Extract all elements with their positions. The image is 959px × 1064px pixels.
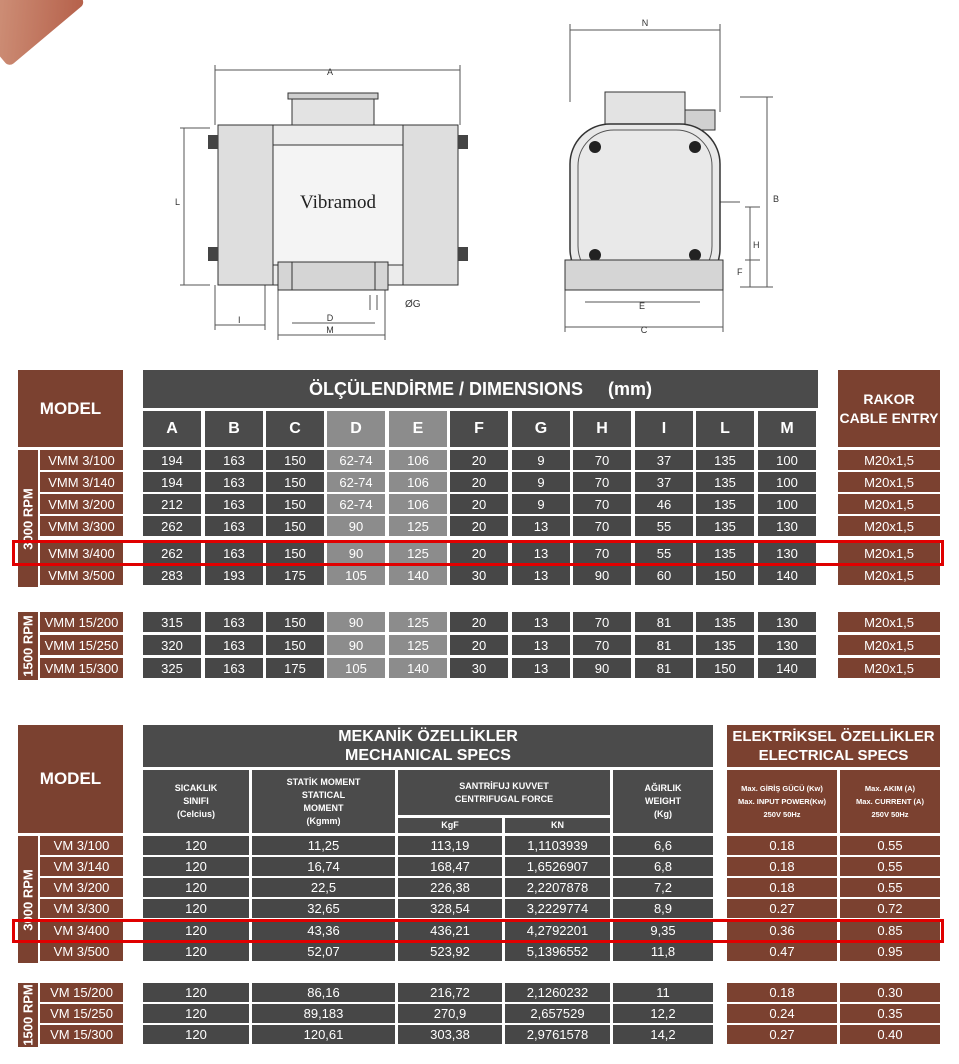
spec-value-cell: 120 bbox=[143, 942, 249, 961]
label-n: N bbox=[641, 18, 649, 28]
dim-value-cell: 106 bbox=[389, 472, 447, 492]
dim-value-cell: 325 bbox=[143, 658, 201, 678]
input-power-header: Max. GİRİŞ GÜCÜ (Kw) Max. INPUT POWER(Kw) 250V 50Hz bbox=[727, 770, 837, 833]
dim-value-cell: 55 bbox=[635, 516, 693, 536]
specs-model-header: MODEL bbox=[18, 725, 123, 833]
dim-value-cell: 125 bbox=[389, 543, 447, 563]
dim-value-cell: 100 bbox=[758, 494, 816, 514]
dim-value-cell: 193 bbox=[205, 565, 263, 585]
dim-value-cell: 150 bbox=[266, 635, 324, 655]
cable-entry-cell: M20x1,5 bbox=[838, 565, 940, 585]
input-power-cell: 0.18 bbox=[727, 878, 837, 897]
dim-value-cell: 135 bbox=[696, 543, 754, 563]
spec-value-cell: 22,5 bbox=[252, 878, 395, 897]
dim-model-cell: VMM 3/200 bbox=[40, 494, 123, 514]
spec-value-cell: 2,657529 bbox=[505, 1004, 610, 1023]
dim-col-header-e: E bbox=[389, 411, 447, 447]
spec-model-cell: VM 3/140 bbox=[40, 857, 123, 876]
dim-value-cell: 20 bbox=[450, 472, 508, 492]
spec-model-cell: VM 3/100 bbox=[40, 836, 123, 855]
input-power-cell: 0.27 bbox=[727, 899, 837, 918]
dim-value-cell: 70 bbox=[573, 635, 631, 655]
dim-value-cell: 13 bbox=[512, 516, 570, 536]
spec-value-cell: 120 bbox=[143, 1004, 249, 1023]
dim-value-cell: 20 bbox=[450, 543, 508, 563]
spec-value-cell: 2,2207878 bbox=[505, 878, 610, 897]
corner-decoration bbox=[0, 0, 86, 67]
max-current-cell: 0.35 bbox=[840, 1004, 940, 1023]
spec-value-cell: 9,35 bbox=[613, 921, 713, 940]
dim-value-cell: 140 bbox=[389, 658, 447, 678]
spec-model-cell: VM 15/250 bbox=[40, 1004, 123, 1023]
dim-value-cell: 163 bbox=[205, 450, 263, 470]
rpm-1500-label: 1500 RPM bbox=[18, 612, 38, 680]
dim-value-cell: 70 bbox=[573, 612, 631, 632]
spec-value-cell: 12,2 bbox=[613, 1004, 713, 1023]
dim-value-cell: 262 bbox=[143, 516, 201, 536]
dim-value-cell: 125 bbox=[389, 516, 447, 536]
label-a: A bbox=[326, 67, 334, 77]
dim-value-cell: 81 bbox=[635, 658, 693, 678]
specs-rpm-1500-label: 1500 RPM bbox=[18, 983, 38, 1047]
dim-value-cell: 70 bbox=[573, 516, 631, 536]
spec-value-cell: 270,9 bbox=[398, 1004, 502, 1023]
kgf-header: KgF bbox=[398, 818, 502, 833]
spec-model-cell: VM 3/300 bbox=[40, 899, 123, 918]
spec-value-cell: 6,6 bbox=[613, 836, 713, 855]
dim-value-cell: 90 bbox=[573, 565, 631, 585]
dim-value-cell: 150 bbox=[696, 658, 754, 678]
temp-class-header: SICAKLIK SINIFI (Celcius) bbox=[143, 770, 249, 833]
label-c: C bbox=[640, 325, 648, 335]
dim-col-header-f: F bbox=[450, 411, 508, 447]
spec-value-cell: 43,36 bbox=[252, 921, 395, 940]
dim-value-cell: 37 bbox=[635, 450, 693, 470]
spec-model-cell: VM 15/300 bbox=[40, 1025, 123, 1044]
spec-value-cell: 5,1396552 bbox=[505, 942, 610, 961]
dim-value-cell: 13 bbox=[512, 612, 570, 632]
front-view-drawing bbox=[170, 55, 470, 345]
model-header: MODEL bbox=[18, 370, 123, 447]
dim-model-cell: VMM 3/500 bbox=[40, 565, 123, 585]
dim-value-cell: 135 bbox=[696, 472, 754, 492]
dim-value-cell: 81 bbox=[635, 635, 693, 655]
dim-value-cell: 37 bbox=[635, 472, 693, 492]
dim-value-cell: 163 bbox=[205, 472, 263, 492]
dim-value-cell: 81 bbox=[635, 612, 693, 632]
dim-value-cell: 194 bbox=[143, 450, 201, 470]
dim-model-cell: VMM 15/200 bbox=[40, 612, 123, 632]
elec-title-tr: ELEKTRİKSEL ÖZELLİKLER bbox=[732, 728, 935, 745]
dim-value-cell: 13 bbox=[512, 635, 570, 655]
spec-value-cell: 86,16 bbox=[252, 983, 395, 1002]
spec-value-cell: 120 bbox=[143, 1025, 249, 1044]
input-power-cell: 0.36 bbox=[727, 921, 837, 940]
dim-value-cell: 62-74 bbox=[327, 472, 385, 492]
dim-value-cell: 140 bbox=[758, 658, 816, 678]
spec-value-cell: 120,61 bbox=[252, 1025, 395, 1044]
spec-value-cell: 11,25 bbox=[252, 836, 395, 855]
dim-value-cell: 13 bbox=[512, 565, 570, 585]
mech-title-en: MECHANICAL SPECS bbox=[345, 747, 511, 764]
label-l: L bbox=[175, 197, 181, 207]
dim-value-cell: 130 bbox=[758, 635, 816, 655]
spec-value-cell: 303,38 bbox=[398, 1025, 502, 1044]
dim-value-cell: 125 bbox=[389, 635, 447, 655]
dim-value-cell: 150 bbox=[266, 450, 324, 470]
dim-value-cell: 320 bbox=[143, 635, 201, 655]
dim-value-cell: 105 bbox=[327, 658, 385, 678]
dim-value-cell: 70 bbox=[573, 472, 631, 492]
spec-value-cell: 2,1260232 bbox=[505, 983, 610, 1002]
label-g: ØG bbox=[405, 299, 421, 310]
dim-col-header-a: A bbox=[143, 411, 201, 447]
dim-value-cell: 163 bbox=[205, 543, 263, 563]
spec-value-cell: 2,9761578 bbox=[505, 1025, 610, 1044]
input-power-cell: 0.24 bbox=[727, 1004, 837, 1023]
spec-value-cell: 6,8 bbox=[613, 857, 713, 876]
dim-value-cell: 135 bbox=[696, 612, 754, 632]
dim-value-cell: 20 bbox=[450, 516, 508, 536]
dim-value-cell: 135 bbox=[696, 635, 754, 655]
weight-header: AĞIRLIK WEIGHT (Kg) bbox=[613, 770, 713, 833]
dim-model-cell: VMM 3/140 bbox=[40, 472, 123, 492]
specs-rpm-3000-label: 3000 RPM bbox=[18, 836, 38, 963]
dim-value-cell: 135 bbox=[696, 450, 754, 470]
dim-value-cell: 130 bbox=[758, 543, 816, 563]
dim-value-cell: 163 bbox=[205, 635, 263, 655]
dim-col-header-g: G bbox=[512, 411, 570, 447]
dim-value-cell: 163 bbox=[205, 494, 263, 514]
spec-value-cell: 11,8 bbox=[613, 942, 713, 961]
dim-value-cell: 106 bbox=[389, 450, 447, 470]
max-current-cell: 0.30 bbox=[840, 983, 940, 1002]
spec-value-cell: 120 bbox=[143, 921, 249, 940]
dim-value-cell: 13 bbox=[512, 658, 570, 678]
cable-entry-header bbox=[838, 370, 940, 447]
spec-value-cell: 16,74 bbox=[252, 857, 395, 876]
spec-model-cell: VM 3/500 bbox=[40, 942, 123, 961]
dim-value-cell: 135 bbox=[696, 516, 754, 536]
label-h: H bbox=[753, 240, 760, 250]
dim-value-cell: 140 bbox=[758, 565, 816, 585]
dim-value-cell: 30 bbox=[450, 658, 508, 678]
dim-value-cell: 283 bbox=[143, 565, 201, 585]
max-current-cell: 0.55 bbox=[840, 878, 940, 897]
dim-value-cell: 20 bbox=[450, 450, 508, 470]
dim-value-cell: 150 bbox=[266, 612, 324, 632]
dim-model-cell: VMM 15/300 bbox=[40, 658, 123, 678]
label-d: D bbox=[326, 313, 334, 323]
dim-value-cell: 62-74 bbox=[327, 494, 385, 514]
label-f: F bbox=[737, 267, 743, 277]
cable-header-line1: RAKOR bbox=[863, 390, 915, 407]
cable-entry-cell: M20x1,5 bbox=[838, 494, 940, 514]
dim-value-cell: 90 bbox=[327, 543, 385, 563]
max-current-cell: 0.85 bbox=[840, 921, 940, 940]
label-m: M bbox=[326, 325, 334, 335]
dim-value-cell: 70 bbox=[573, 543, 631, 563]
spec-value-cell: 8,9 bbox=[613, 899, 713, 918]
dim-value-cell: 105 bbox=[327, 565, 385, 585]
spec-value-cell: 120 bbox=[143, 899, 249, 918]
dim-value-cell: 135 bbox=[696, 494, 754, 514]
dim-value-cell: 9 bbox=[512, 450, 570, 470]
label-i: I bbox=[238, 315, 241, 325]
dim-value-cell: 163 bbox=[205, 516, 263, 536]
max-current-cell: 0.40 bbox=[840, 1025, 940, 1044]
dim-value-cell: 13 bbox=[512, 543, 570, 563]
spec-value-cell: 120 bbox=[143, 836, 249, 855]
dim-col-header-c: C bbox=[266, 411, 324, 447]
dim-value-cell: 163 bbox=[205, 658, 263, 678]
spec-value-cell: 1,6526907 bbox=[505, 857, 610, 876]
dim-value-cell: 150 bbox=[266, 494, 324, 514]
dim-value-cell: 150 bbox=[266, 516, 324, 536]
dim-value-cell: 9 bbox=[512, 494, 570, 514]
spec-value-cell: 226,38 bbox=[398, 878, 502, 897]
spec-value-cell: 7,2 bbox=[613, 878, 713, 897]
rpm-3000-label: 3000 RPM bbox=[18, 450, 38, 587]
dim-value-cell: 125 bbox=[389, 612, 447, 632]
dim-value-cell: 150 bbox=[696, 565, 754, 585]
dim-col-header-d: D bbox=[327, 411, 385, 447]
input-power-cell: 0.47 bbox=[727, 942, 837, 961]
cable-entry-cell: M20x1,5 bbox=[838, 450, 940, 470]
max-current-cell: 0.72 bbox=[840, 899, 940, 918]
spec-value-cell: 328,54 bbox=[398, 899, 502, 918]
input-power-cell: 0.27 bbox=[727, 1025, 837, 1044]
dim-value-cell: 140 bbox=[389, 565, 447, 585]
dim-value-cell: 90 bbox=[573, 658, 631, 678]
dim-model-cell: VMM 3/400 bbox=[40, 543, 123, 563]
spec-value-cell: 3,2229774 bbox=[505, 899, 610, 918]
spec-value-cell: 52,07 bbox=[252, 942, 395, 961]
spec-value-cell: 14,2 bbox=[613, 1025, 713, 1044]
dim-value-cell: 90 bbox=[327, 612, 385, 632]
electrical-title bbox=[727, 725, 940, 767]
dim-col-header-m: M bbox=[758, 411, 816, 447]
spec-value-cell: 32,65 bbox=[252, 899, 395, 918]
dim-value-cell: 100 bbox=[758, 450, 816, 470]
dim-value-cell: 70 bbox=[573, 450, 631, 470]
spec-value-cell: 89,183 bbox=[252, 1004, 395, 1023]
dim-value-cell: 100 bbox=[758, 472, 816, 492]
spec-value-cell: 1,1103939 bbox=[505, 836, 610, 855]
dim-value-cell: 175 bbox=[266, 565, 324, 585]
max-current-header: Max. AKIM (A) Max. CURRENT (A) 250V 50Hz bbox=[840, 770, 940, 833]
max-current-cell: 0.55 bbox=[840, 857, 940, 876]
dim-value-cell: 20 bbox=[450, 494, 508, 514]
cable-entry-cell: M20x1,5 bbox=[838, 472, 940, 492]
kn-header: KN bbox=[505, 818, 610, 833]
spec-value-cell: 120 bbox=[143, 983, 249, 1002]
dim-value-cell: 106 bbox=[389, 494, 447, 514]
dim-col-header-i: I bbox=[635, 411, 693, 447]
dim-value-cell: 20 bbox=[450, 612, 508, 632]
dim-model-cell: VMM 15/250 bbox=[40, 635, 123, 655]
dim-model-cell: VMM 3/100 bbox=[40, 450, 123, 470]
dim-value-cell: 262 bbox=[143, 543, 201, 563]
mechanical-title bbox=[143, 725, 713, 767]
spec-value-cell: 120 bbox=[143, 878, 249, 897]
dim-value-cell: 30 bbox=[450, 565, 508, 585]
static-moment-header: STATİK MOMENT STATICAL MOMENT (Kgmm) bbox=[252, 770, 395, 833]
dim-value-cell: 90 bbox=[327, 516, 385, 536]
cable-entry-cell: M20x1,5 bbox=[838, 516, 940, 536]
side-view-drawing bbox=[545, 12, 785, 342]
dim-value-cell: 55 bbox=[635, 543, 693, 563]
elec-title-en: ELECTRICAL SPECS bbox=[758, 747, 909, 764]
dim-value-cell: 60 bbox=[635, 565, 693, 585]
spec-value-cell: 120 bbox=[143, 857, 249, 876]
label-b: B bbox=[773, 194, 780, 204]
dim-value-cell: 9 bbox=[512, 472, 570, 492]
cable-entry-cell: M20x1,5 bbox=[838, 612, 940, 632]
spec-value-cell: 216,72 bbox=[398, 983, 502, 1002]
max-current-cell: 0.55 bbox=[840, 836, 940, 855]
spec-model-cell: VM 15/200 bbox=[40, 983, 123, 1002]
brand-logo: Vibramod bbox=[300, 192, 376, 213]
mech-title-tr: MEKANİK ÖZELLİKLER bbox=[338, 728, 518, 745]
dim-value-cell: 90 bbox=[327, 635, 385, 655]
spec-model-cell: VM 3/200 bbox=[40, 878, 123, 897]
dim-value-cell: 130 bbox=[758, 516, 816, 536]
dim-value-cell: 46 bbox=[635, 494, 693, 514]
dim-value-cell: 62-74 bbox=[327, 450, 385, 470]
spec-value-cell: 523,92 bbox=[398, 942, 502, 961]
dim-model-cell: VMM 3/300 bbox=[40, 516, 123, 536]
dim-col-header-b: B bbox=[205, 411, 263, 447]
input-power-cell: 0.18 bbox=[727, 983, 837, 1002]
input-power-cell: 0.18 bbox=[727, 857, 837, 876]
label-e: E bbox=[638, 301, 646, 311]
dim-value-cell: 150 bbox=[266, 472, 324, 492]
input-power-cell: 0.18 bbox=[727, 836, 837, 855]
centrifugal-force-header: SANTRİFUJ KUVVET CENTRIFUGAL FORCE bbox=[398, 770, 610, 815]
cable-entry-cell: M20x1,5 bbox=[838, 543, 940, 563]
spec-value-cell: 4,2792201 bbox=[505, 921, 610, 940]
dim-value-cell: 212 bbox=[143, 494, 201, 514]
dim-value-cell: 70 bbox=[573, 494, 631, 514]
spec-value-cell: 436,21 bbox=[398, 921, 502, 940]
cable-entry-cell: M20x1,5 bbox=[838, 635, 940, 655]
dim-col-header-h: H bbox=[573, 411, 631, 447]
dim-value-cell: 175 bbox=[266, 658, 324, 678]
dim-value-cell: 163 bbox=[205, 612, 263, 632]
dim-value-cell: 315 bbox=[143, 612, 201, 632]
dimensions-title: ÖLÇÜLENDİRME / DIMENSIONS (mm) bbox=[143, 370, 818, 408]
dim-col-header-l: L bbox=[696, 411, 754, 447]
spec-value-cell: 11 bbox=[613, 983, 713, 1002]
spec-value-cell: 113,19 bbox=[398, 836, 502, 855]
dim-value-cell: 194 bbox=[143, 472, 201, 492]
dim-value-cell: 130 bbox=[758, 612, 816, 632]
dim-value-cell: 150 bbox=[266, 543, 324, 563]
max-current-cell: 0.95 bbox=[840, 942, 940, 961]
spec-model-cell: VM 3/400 bbox=[40, 921, 123, 940]
cable-header-line2: CABLE ENTRY bbox=[839, 409, 939, 426]
dim-value-cell: 20 bbox=[450, 635, 508, 655]
spec-value-cell: 168,47 bbox=[398, 857, 502, 876]
cable-entry-cell: M20x1,5 bbox=[838, 658, 940, 678]
